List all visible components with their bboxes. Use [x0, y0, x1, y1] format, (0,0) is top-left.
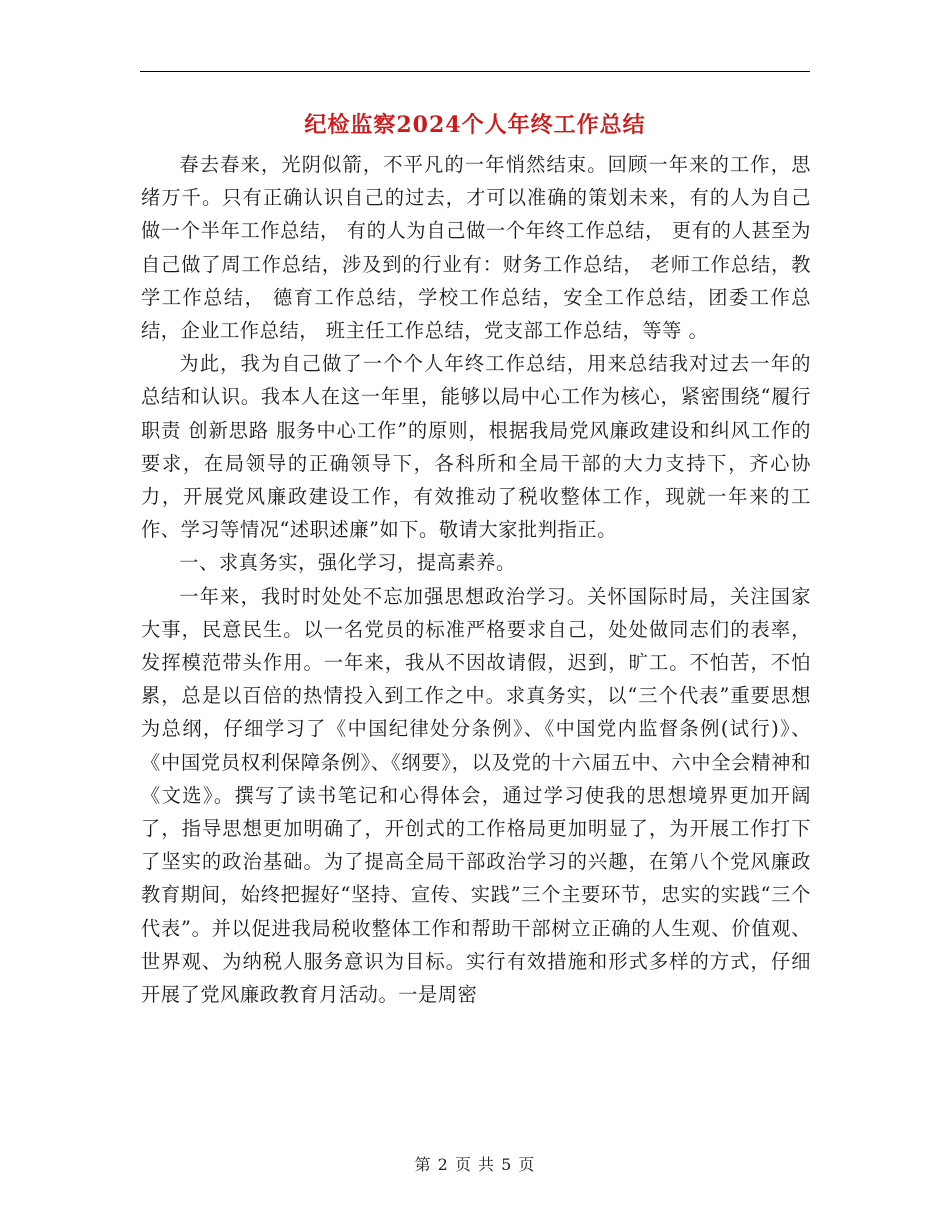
paragraph-purpose: 为此，我为自己做了一个个人年终工作总结，用来总结我对过去一年的总结和认识。我本人在这一年里，能够以局中心工作为核心，紧密围绕“履行职责 创新思路 服务中心工作”的原则，根据我局党风廉政建设和纠风工作的要求，在局领导的正确领导下，各科所和全局干部的大力支持下，齐心协力，开展党风廉政建设工作，有效推动了税收整体工作，现就一年来的工作、学习等情况“述职述廉”如下。敬请大家批判指正。 [141, 352, 811, 542]
paragraph-study: 一年来，我时时处处不忘加强思想政治学习。关怀国际时局，关注国家大事，民意民生。以一名党员的标准严格要求自己，处处做同志们的表率，发挥模范带头作用。一年来，我从不因故请假，迟到，旷工。不怕苦，不怕累，总是以百倍的热情投入到工作之中。求真务实，以“三个代表”重要思想为总纲，仔细学习了《中国纪律处分条例》、《中国党内监督条例(试行)》、《中国党员权利保障条例》、《纲要》，以及党的十六届五中、六中全会精神和《文选》。撰写了读书笔记和心得体会，通过学习使我的思想境界更加开阔了，指导思想更加明确了，开创式的工作格局更加明显了，为开展工作打下了坚实的政治基础。为了提高全局干部政治学习的兴趣，在第八个党风廉政教育期间，始终把握好“坚持、宣传、实践”三个主要环节，忠实的实践“三个代表”。并以促进我局税收整体工作和帮助干部树立正确的人生观、价值观、世界观、为纳税人服务意识为目标。实行有效措施和形式多样的方式，仔细开展了党风廉政教育月活动。一是周密 [141, 584, 811, 1007]
document-title: 纪检监察2024个人年终工作总结 [304, 112, 646, 138]
document-body [141, 148, 811, 1011]
page-number: 第 2 页 共 5 页 [414, 1155, 536, 1174]
section-heading-1: 一、求真务实，强化学习，提高素养。 [179, 551, 516, 575]
paragraph-intro: 春去春来，光阴似箭，不平凡的一年悄然结束。回顾一年来的工作，思绪万千。只有正确认识自己的过去，才可以准确的策划未来，有的人为自己做一个半年工作总结， 有的人为自己做一个年终工作总结， 更有的人甚至为自己做了周工作总结，涉及到的行业有：财务工作总结， 老师工作总结，教学工作总结， 德育工作总结，学校工作总结，安全工作总结，团委工作总结，企业工作总结， 班主任工作总结，党支部工作总结，等等 。 [141, 153, 811, 343]
header-rule [140, 71, 810, 72]
